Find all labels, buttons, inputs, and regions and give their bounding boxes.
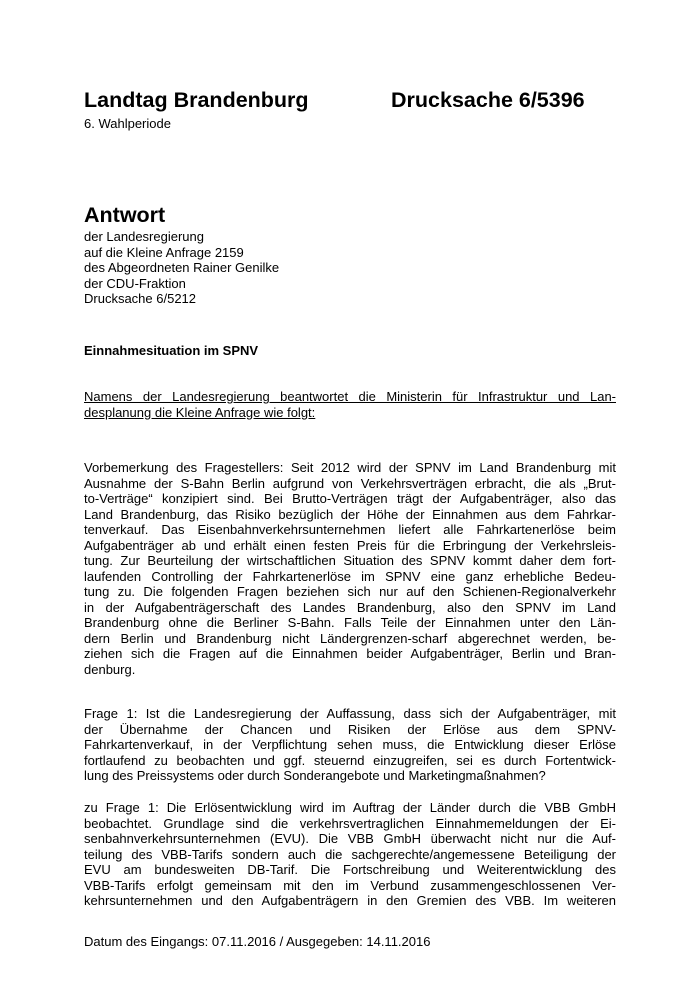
text-line: EVU am bundesweiten DB-Tarif. Die Fortschreibung und Weiterentwicklung des [84,862,616,877]
text-line: der Übernahme der Chancen und Risiken der Erlöse aus dem SPNV- [84,721,616,737]
antwort-line: des Abgeordneten Rainer Genilke [84,260,280,275]
antwort-details [84,229,279,307]
antwort-line: der Landesregierung [84,229,204,244]
text-line: fortlaufend zu beobachten und ggf. steuernd einzugreifen, sei es durch Fortentwick- [84,752,616,768]
text-line: desplanung die Kleine Anfrage wie folgt: [84,404,316,420]
intro-paragraph [84,389,616,420]
antwort-heading: Antwort [84,203,166,227]
text-line: in der Aufgabenträgerschaft des Landes Brandenburg, also den SPNV im Land [84,599,616,615]
text-line: kehrsunternehmen und den Aufgabenträgern in den Gremien des VBB. Im weiteren [84,893,616,908]
text-line: Vorbemerkung des Fragestellers: Seit 2012 wird der SPNV im Land Brandenburg mit [84,460,616,475]
text-line: tenverkauf. Das Eisenbahnverkehrsunternehmen liefert alle Fahrkartenerlöse beim [84,522,616,537]
vorbemerkung-paragraph [84,460,616,677]
text-line: Aufgabenträger ab und erhält einen festen Preis für die Erbringung der Verkehrsleis- [84,537,616,553]
text-line: Namens der Landesregierung beantwortet die Ministerin für Infrastruktur und Lan- [84,389,616,404]
wahlperiode: 6. Wahlperiode [84,116,171,131]
text-line: ziehen sich die Fragen auf die Einnahmen beider Aufgabenträger, Berlin und Bran- [84,646,616,661]
antwort-1-paragraph [84,800,616,909]
footer-dates: Datum des Eingangs: 07.11.2016 / Ausgegeben: 14.11.2016 [84,934,431,949]
text-line: senbahnverkehrsunternehmen (EVU). Die VBB GmbH überwacht nicht nur die Auf- [84,831,616,846]
text-line: tung zu. Die folgenden Fragen beziehen sich nur auf den Schienen-Regionalverkehr [84,584,616,599]
text-line: beobachtet. Grundlage sind die verkehrsvertraglichen Einnahmemeldungen der Ei- [84,815,616,831]
antwort-line: auf die Kleine Anfrage 2159 [84,244,244,260]
drucksache-number: Drucksache 6/5396 [391,88,585,112]
frage-1-paragraph [84,706,616,784]
subject-heading: Einnahmesituation im SPNV [84,343,259,358]
text-line: tung. Zur Beurteilung der wirtschaftlichen Situation des SPNV kommt daher dem fort- [84,553,616,568]
text-line: teilung des VBB-Tarifs sondern auch die sachgerechte/angemessene Beteiligung der [84,846,616,862]
text-line: laufenden Controlling der Fahrkartenerlöse im SPNV eine ganz erhebliche Bedeu- [84,568,616,584]
text-line: Ausnahme der S-Bahn Berlin aufgrund von Verkehrsverträgen erbracht, die als „Brut- [84,475,616,491]
text-line: Land Brandenburg, das Risiko bezüglich der Höhe der Einnahmen aus dem Fahrkar- [84,506,616,522]
text-line: zu Frage 1: Die Erlösentwicklung wird im Auftrag der Länder durch die VBB GmbH [84,800,616,815]
text-line: Brandenburg ohne die Berliner S-Bahn. Falls Teile der Einnahmen unter den Län- [84,615,616,630]
text-line: Frage 1: Ist die Landesregierung der Auffassung, dass sich der Aufgabenträger, mit [84,706,616,721]
text-line: VBB-Tarifs erfolgt gemeinsam mit den im Verbund zusammengeschlossenen Ver- [84,877,616,893]
text-line: lung des Preissystems oder durch Sonderangebote und Marketingmaßnahmen? [84,768,546,783]
text-line: denburg. [84,661,136,677]
text-line: Fahrkartenverkauf, in der Verpflichtung sehen muss, die Entwicklung dieser Erlöse [84,737,616,752]
landtag-title: Landtag Brandenburg [84,88,309,112]
text-line: to-Verträge“ konzipiert sind. Bei Brutto-Verträgen trägt der Aufgabenträger, also das [84,491,616,506]
antwort-line: der CDU-Fraktion [84,275,186,291]
text-line: dern Berlin und Brandenburg nicht Ländergrenzen-scharf abgerechnet werden, be- [84,630,616,646]
antwort-line: Drucksache 6/5212 [84,291,197,306]
